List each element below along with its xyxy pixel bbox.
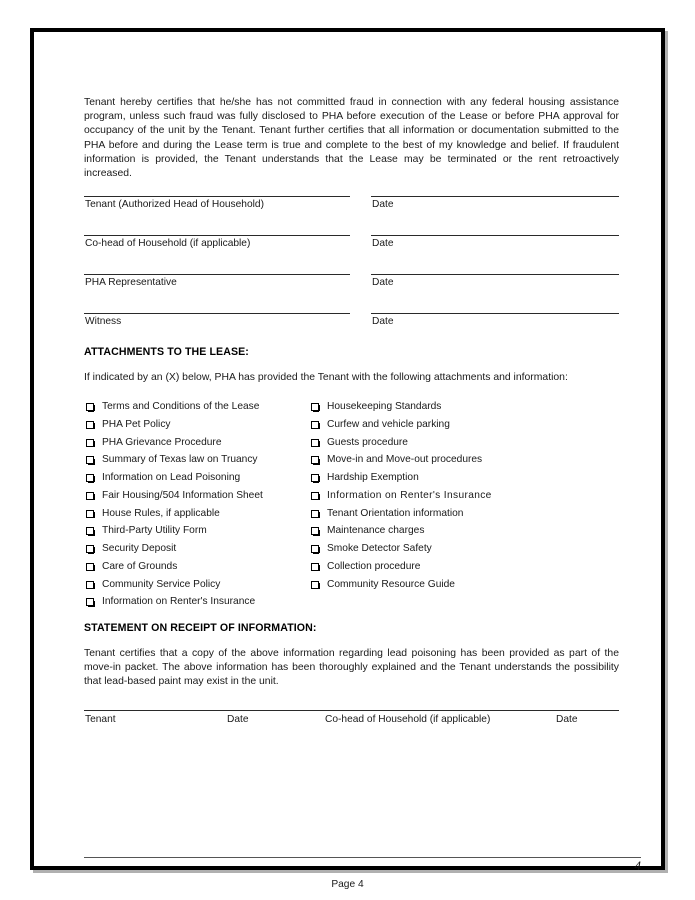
page-label: Page 4 xyxy=(331,879,364,890)
attachment-left-checkbox-icon[interactable] xyxy=(86,439,94,447)
attachment-item-label: Information on Renter's Insurance xyxy=(102,596,256,608)
attachment-item-label: Move-in and Move-out procedures xyxy=(327,454,483,466)
attachment-item-label: Maintenance charges xyxy=(327,525,425,537)
attachment-item-label: Smoke Detector Safety xyxy=(327,543,432,554)
signature-line-name-3 xyxy=(84,274,350,275)
attachment-left-checkbox-icon[interactable] xyxy=(86,598,94,606)
signature-label-name-2: Co-head of Household (if applicable) xyxy=(85,238,251,249)
attachment-item[interactable] xyxy=(311,579,455,591)
attachment-item[interactable] xyxy=(86,579,220,591)
attachment-item[interactable] xyxy=(86,543,176,555)
attachment-left-checkbox-icon[interactable] xyxy=(86,563,94,571)
receipt-heading: STATEMENT ON RECEIPT OF INFORMATION: xyxy=(84,622,317,634)
attachment-item-label: PHA Grievance Procedure xyxy=(102,436,222,448)
attachment-item[interactable] xyxy=(86,596,255,608)
signature-label-name-4: Witness xyxy=(85,316,122,327)
signature-line-date-2 xyxy=(371,235,619,236)
attachment-right-checkbox-icon[interactable] xyxy=(311,563,319,571)
attachment-item[interactable] xyxy=(86,508,220,520)
attachment-item[interactable] xyxy=(86,472,240,484)
attachment-left-checkbox-icon[interactable] xyxy=(86,545,94,553)
attachment-left-checkbox-icon[interactable] xyxy=(86,492,94,500)
signature-label-name-3: PHA Representative xyxy=(85,277,177,288)
attachment-item-label: Information on Renter's Insurance xyxy=(327,489,492,501)
signature-label-date-1: Date xyxy=(372,199,394,210)
signature-label-name-1: Tenant (Authorized Head of Household) xyxy=(85,199,264,210)
attachment-item[interactable] xyxy=(311,472,419,484)
attachment-right-checkbox-icon[interactable] xyxy=(311,545,319,553)
attachment-left-checkbox-icon[interactable] xyxy=(86,474,94,482)
attachment-item[interactable] xyxy=(86,525,207,537)
attachment-item[interactable] xyxy=(86,561,177,573)
attachment-item-label: Community Resource Guide xyxy=(327,578,455,590)
attachment-item-label: Terms and Conditions of the Lease xyxy=(102,401,260,412)
receipt-paragraph: Tenant certifies that a copy of the above information regarding lead poisoning has been provided as part of the move-in packet. The above information has been thoroughly explained and the Tenant understands the possibility that lead-based paint may exist in the unit. xyxy=(84,648,619,688)
attachment-left-checkbox-icon[interactable] xyxy=(86,510,94,518)
attachment-item[interactable] xyxy=(86,437,221,449)
signature-line-name-2 xyxy=(84,235,350,236)
attachment-item-label: Third-Party Utility Form xyxy=(102,525,207,537)
attachment-right-checkbox-icon[interactable] xyxy=(311,456,319,464)
attachments-intro: If indicated by an (X) below, PHA has provided the Tenant with the following attachments and information: xyxy=(84,372,568,383)
attachment-item[interactable] xyxy=(311,543,432,555)
attachment-item-label: PHA Pet Policy xyxy=(102,418,171,430)
attachment-right-checkbox-icon[interactable] xyxy=(311,510,319,518)
attachment-right-checkbox-icon[interactable] xyxy=(311,421,319,429)
attachment-item-label: Community Service Policy xyxy=(102,578,221,590)
certification-paragraph: Tenant hereby certifies that he/she has not committed fraud in connection with any federal housing assistance program, unless such fraud was fully disclosed to PHA before execution of the Lease or before PHA approval for occupancy of the unit by the Tenant. Tenant further certifies that all information or documentation submitted to the PHA before and during the Lease term is true and complete to the best of my knowledge and belief. If fraudulent information is provided, the Tenant understands that the Lease may be terminated or the rent retroactively increased. xyxy=(84,97,619,180)
receipt-label-cohead: Co-head of Household (if applicable) xyxy=(325,714,491,725)
attachment-item[interactable] xyxy=(311,419,450,431)
attachment-right-checkbox-icon[interactable] xyxy=(311,527,319,535)
attachment-item-label: Fair Housing/504 Information Sheet xyxy=(102,489,263,501)
signature-label-date-3: Date xyxy=(372,277,394,288)
attachment-item[interactable] xyxy=(311,561,420,573)
signature-line-date-3 xyxy=(371,274,619,275)
attachment-item-label: Security Deposit xyxy=(102,543,177,554)
page-number-marker: 4 xyxy=(634,858,641,873)
signature-line-date-1 xyxy=(371,196,619,197)
attachment-item-label: Curfew and vehicle parking xyxy=(327,418,450,430)
footer-divider xyxy=(84,857,641,858)
attachments-heading: ATTACHMENTS TO THE LEASE: xyxy=(84,346,249,358)
attachment-item-label: Collection procedure xyxy=(327,560,421,572)
attachment-item[interactable] xyxy=(311,490,492,502)
attachment-item[interactable] xyxy=(86,401,259,413)
attachment-right-checkbox-icon[interactable] xyxy=(311,492,319,500)
signature-label-date-2: Date xyxy=(372,238,394,249)
attachment-item-label: Hardship Exemption xyxy=(327,472,419,483)
attachment-right-checkbox-icon[interactable] xyxy=(311,581,319,589)
attachment-item[interactable] xyxy=(311,508,463,520)
attachment-left-checkbox-icon[interactable] xyxy=(86,403,94,411)
attachment-left-checkbox-icon[interactable] xyxy=(86,456,94,464)
receipt-label-date-2: Date xyxy=(556,714,578,725)
receipt-label-date-1: Date xyxy=(227,714,249,725)
attachment-item[interactable] xyxy=(311,525,424,537)
attachment-item-label: Guests procedure xyxy=(327,436,408,448)
signature-line-name-4 xyxy=(84,313,350,314)
attachment-right-checkbox-icon[interactable] xyxy=(311,439,319,447)
attachment-item[interactable] xyxy=(86,490,263,502)
attachment-right-checkbox-icon[interactable] xyxy=(311,403,319,411)
attachment-right-checkbox-icon[interactable] xyxy=(311,474,319,482)
signature-line-date-4 xyxy=(371,313,619,314)
attachment-item-label: Tenant Orientation information xyxy=(327,507,464,519)
attachment-item[interactable] xyxy=(311,454,482,466)
attachment-item[interactable] xyxy=(311,401,441,413)
attachment-item[interactable] xyxy=(311,437,408,449)
signature-line-name-1 xyxy=(84,196,350,197)
attachment-item-label: Housekeeping Standards xyxy=(327,401,442,412)
attachment-item-label: House Rules, if applicable xyxy=(102,507,220,519)
page-content xyxy=(34,32,661,890)
attachment-left-checkbox-icon[interactable] xyxy=(86,421,94,429)
signature-label-date-4: Date xyxy=(372,316,394,327)
attachment-item[interactable] xyxy=(86,454,258,466)
attachment-item[interactable] xyxy=(86,419,171,431)
attachment-item-label: Care of Grounds xyxy=(102,560,178,572)
attachment-left-checkbox-icon[interactable] xyxy=(86,527,94,535)
receipt-signature-line xyxy=(84,710,619,711)
receipt-label-tenant: Tenant xyxy=(85,714,116,725)
attachment-item-label: Information on Lead Poisoning xyxy=(102,472,241,483)
attachment-left-checkbox-icon[interactable] xyxy=(86,581,94,589)
attachment-item-label: Summary of Texas law on Truancy xyxy=(102,454,258,466)
document-page xyxy=(30,28,665,890)
